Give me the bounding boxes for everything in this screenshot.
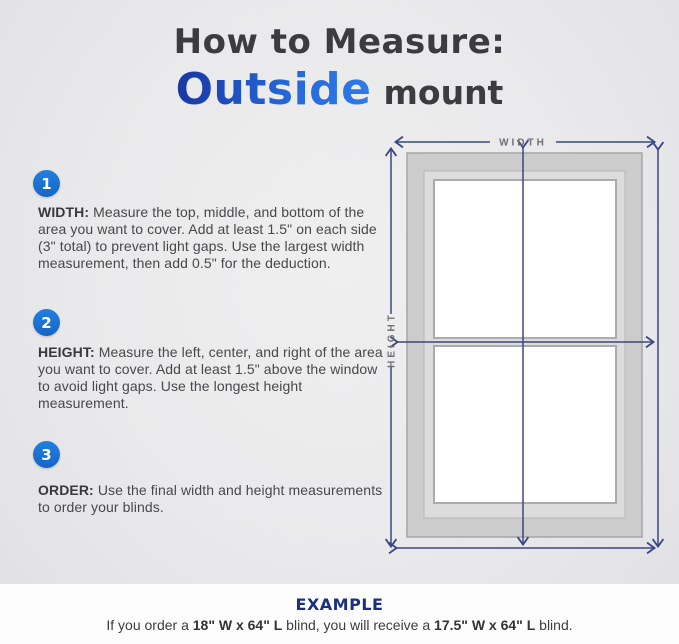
subtitle-highlight: Outside (175, 64, 372, 115)
step-3-number-badge: 3 (33, 441, 60, 468)
example-section (0, 584, 679, 644)
height-label: HEIGHT (386, 312, 398, 368)
step-3-text (38, 482, 388, 516)
window-measure-diagram (374, 130, 674, 560)
step-2-number-badge: 2 (33, 309, 60, 336)
step-1-number-badge: 1 (33, 170, 60, 197)
example-receive-size: 17.5" W x 64" L (434, 617, 536, 633)
window-glass-pane-bottom (434, 346, 616, 503)
example-heading: EXAMPLE (295, 595, 384, 614)
step-1-label: WIDTH: (38, 204, 90, 220)
example-middle: blind, you will receive a (282, 617, 435, 633)
example-prefix: If you order a (106, 617, 193, 633)
step-2-label: HEIGHT: (38, 344, 95, 360)
example-suffix: blind. (535, 617, 573, 633)
step-1-body: Measure the top, middle, and bottom of the area you want to cover. Add at least 1.5" on each side (3" total) to prevent light gaps. Use the largest width measurement, then add 0.5" for the deduction. (38, 204, 377, 271)
page-title: How to Measure: (173, 22, 506, 62)
step-3-label: ORDER: (38, 482, 94, 498)
window-glass-pane-top (434, 180, 616, 338)
window-illustration (407, 153, 642, 537)
step-1-text (38, 204, 388, 272)
step-2-body: Measure the left, center, and right of the area you want to cover. Add at least 1.5" above the window to avoid light gaps. Use the longest height measurement. (38, 344, 383, 411)
step-3-body: Use the final width and height measurements to order your blinds. (38, 482, 383, 515)
subtitle-rest: mount (383, 73, 504, 112)
width-label: WIDTH (499, 137, 547, 149)
page-subtitle (0, 64, 679, 115)
example-sentence (0, 617, 679, 633)
header (0, 22, 679, 115)
example-order-size: 18" W x 64" L (192, 617, 283, 633)
step-2-text (38, 344, 388, 412)
